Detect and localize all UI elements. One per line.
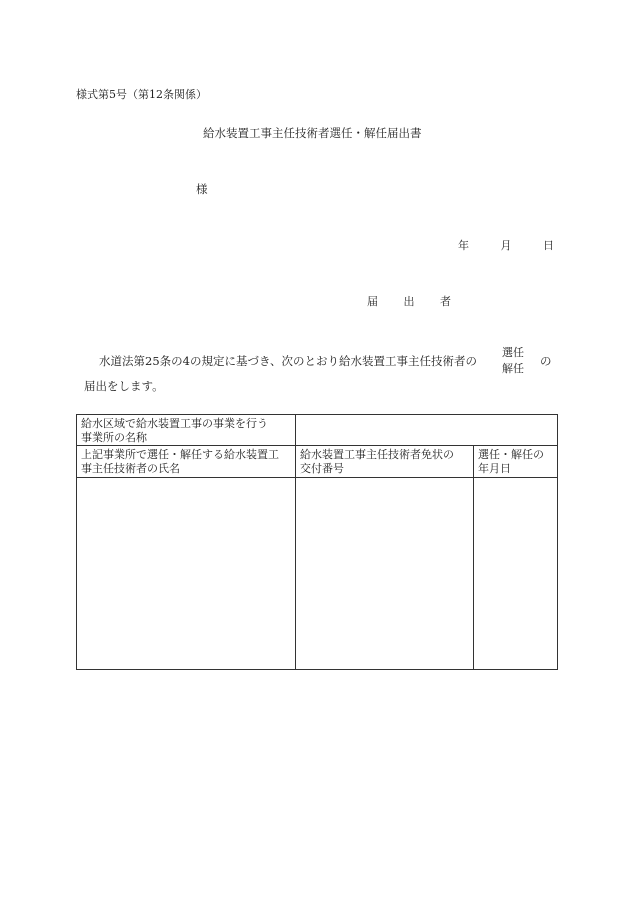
notifier-char: 届 xyxy=(367,295,378,308)
notifier-char: 者 xyxy=(440,295,451,308)
date-year-label: 年 xyxy=(458,239,469,252)
technician-name-field[interactable] xyxy=(77,478,296,670)
notifier-label xyxy=(367,293,473,309)
appointment-date-field[interactable] xyxy=(474,478,558,670)
choice-dismiss: 解任 xyxy=(502,362,524,375)
col-header-license-line2: 交付番号 xyxy=(300,462,344,475)
date-day-label: 日 xyxy=(543,239,554,252)
addressee-honorific: 様 xyxy=(196,182,208,196)
document-title: 給水装置工事主任技術者選任・解任届出書 xyxy=(203,126,422,140)
col-header-name xyxy=(77,446,296,478)
license-number-field[interactable] xyxy=(296,478,474,670)
office-name-field[interactable] xyxy=(296,415,558,446)
choice-appoint: 選任 xyxy=(502,346,524,359)
col-header-date xyxy=(474,446,558,478)
office-label-line2: 事業所の名称 xyxy=(81,431,147,444)
col-header-date-line1: 選任・解任の xyxy=(478,448,544,461)
body-text-suffix: の xyxy=(540,354,552,368)
notification-table xyxy=(76,414,558,670)
body-text-line1: 水道法第25条の4の規定に基づき、次のとおり給水装置工事主任技術者の xyxy=(99,354,477,368)
col-header-name-line2: 事主任技術者の氏名 xyxy=(81,462,180,475)
form-number: 様式第5号（第12条関係） xyxy=(76,88,207,101)
col-header-name-line1: 上記事業所で選任・解任する給水装置工 xyxy=(81,448,279,461)
table-header-row xyxy=(77,446,558,478)
office-label-cell xyxy=(77,415,296,446)
notifier-char: 出 xyxy=(403,295,415,308)
appoint-dismiss-choice xyxy=(502,345,524,377)
date-month-label: 月 xyxy=(500,239,512,252)
body-text-line2: 届出をします。 xyxy=(84,379,164,393)
table-row xyxy=(77,478,558,670)
col-header-date-line2: 年月日 xyxy=(478,462,511,475)
col-header-license-line1: 給水装置工事主任技術者免状の xyxy=(300,448,454,461)
col-header-license xyxy=(296,446,474,478)
date-line xyxy=(458,237,554,253)
office-label-line1: 給水区域で給水装置工事の事業を行う xyxy=(81,417,268,430)
office-row xyxy=(77,415,558,446)
